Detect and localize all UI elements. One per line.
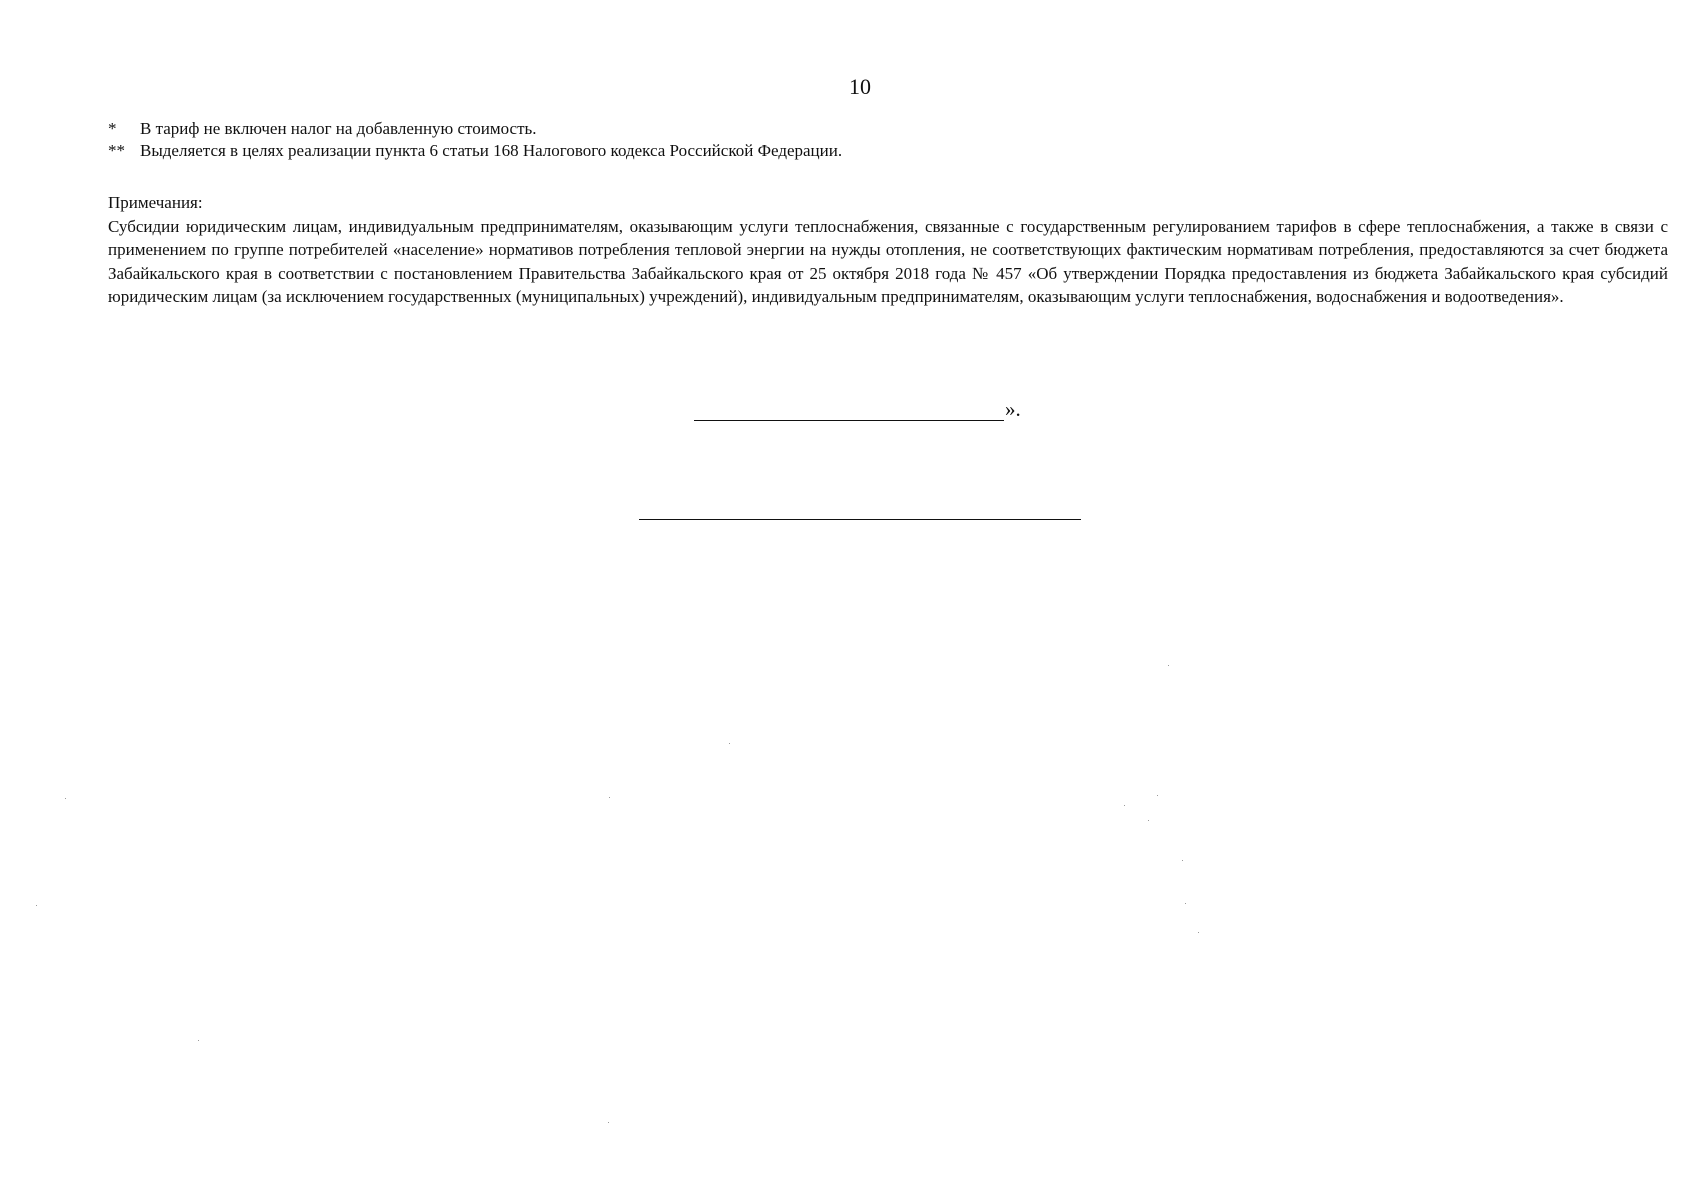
scan-speck: [609, 797, 610, 798]
page-number: 10: [849, 74, 871, 99]
footnote-2: [108, 140, 1668, 162]
scan-speck: [729, 743, 730, 744]
footnote-1: [108, 118, 1668, 140]
scan-speck: [1198, 932, 1199, 933]
scan-speck: [36, 905, 37, 906]
footnote-mark: *: [108, 119, 117, 138]
scan-speck: [1157, 795, 1158, 796]
scan-speck: [1185, 903, 1186, 904]
notes-section: [108, 191, 1668, 309]
footnotes: [108, 118, 1668, 162]
notes-body: Субсидии юридическим лицам, индивидуальным предпринимателям, оказывающим услуги теплоснабжения, связанные с государственным регулированием тарифов в сфере теплоснабжения, а также в связи с применением по группе потребителей «население» нормативов потребления тепловой энергии на нужды отопления, не соответствующих фактическим нормативам потребления, предоставляются за счет бюджета Забайкальского края в соответствии с постановлением Правительства Забайкальского края от 25 октября 2018 года № 457 «Об утверждении Порядка предоставления из бюджета Забайкальского края субсидий юридическим лицам (за исключением государственных (муниципальных) учреждений), индивидуальным предпринимателям, оказывающим услуги теплоснабжения, водоснабжения и водоотведения».: [108, 216, 1668, 306]
scan-speck: [1148, 820, 1149, 821]
closing-line: [694, 397, 1021, 421]
footnote-text: В тариф не включен налог на добавленную стоимость.: [140, 119, 537, 138]
footnote-mark: **: [108, 141, 125, 160]
closing-quote-mark: ».: [1005, 397, 1021, 421]
footnote-text: Выделяется в целях реализации пункта 6 статьи 168 Налогового кодекса Российской Федерации.: [140, 141, 843, 160]
closing-underline: [694, 399, 1004, 421]
scan-speck: [198, 1040, 199, 1041]
scan-speck: [608, 1122, 609, 1123]
scan-speck: [65, 798, 66, 799]
scan-speck: [1124, 805, 1125, 806]
scan-speck: [1168, 665, 1169, 666]
notes-title: Примечания:: [108, 193, 203, 212]
bottom-divider: [639, 519, 1081, 520]
scan-speck: [1182, 860, 1183, 861]
